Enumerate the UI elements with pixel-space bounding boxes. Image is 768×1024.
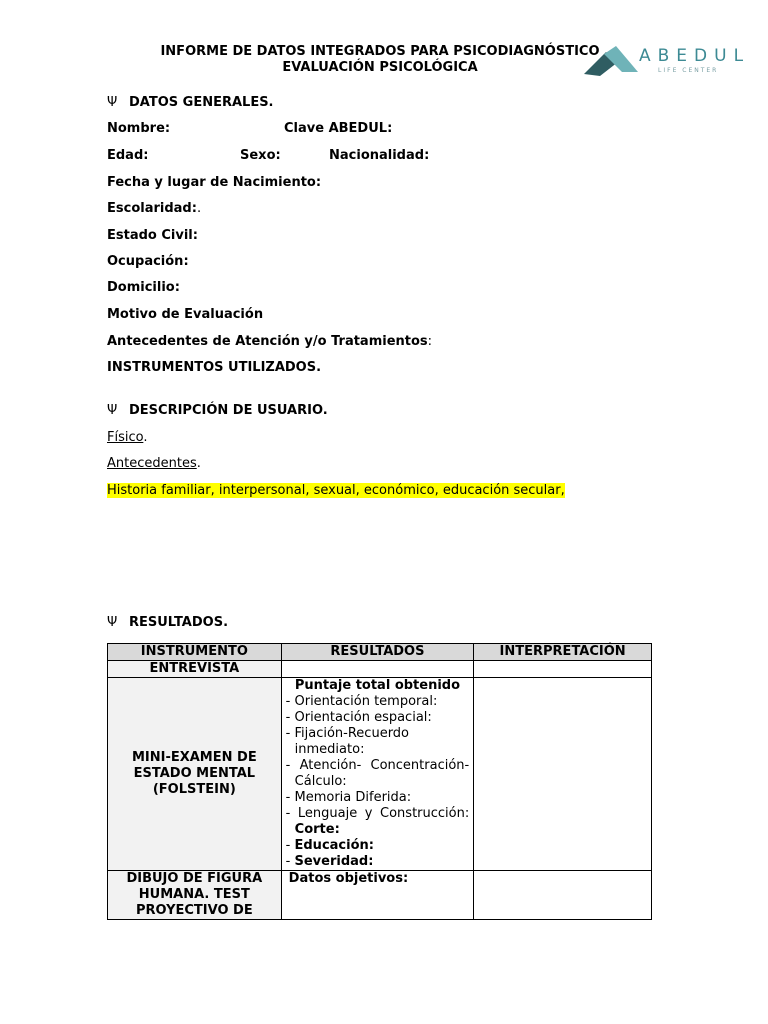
field-estado-civil: Estado Civil: [107, 228, 198, 243]
antecedentes-suffix: . [196, 456, 201, 471]
list-item: - Lenguaje y Construcción: [285, 806, 470, 821]
severidad-label: Severidad: [294, 854, 374, 869]
section-title: DESCRIPCIÓN DE USUARIO. [129, 403, 328, 418]
cell-instrumento-folstein: MINI-EXAMEN DE ESTADO MENTAL (FOLSTEIN) [108, 678, 282, 871]
logo-brand: ABEDUL [639, 46, 751, 66]
section-title: DATOS GENERALES. [129, 95, 274, 110]
table-row [108, 871, 652, 920]
cell-interpretacion-entrevista[interactable] [474, 661, 652, 678]
cell-resultados-folstein[interactable] [281, 678, 474, 871]
header-instrumento: INSTRUMENTO [108, 644, 282, 661]
abedul-logo [582, 44, 751, 84]
table-header-row [108, 644, 652, 661]
psi-icon: Ψ [107, 615, 118, 630]
section-title: RESULTADOS. [129, 615, 229, 630]
list-item: - Orientación temporal: [285, 694, 438, 709]
fisico-label: Físico [107, 430, 144, 445]
list-item: - Orientación espacial: [285, 710, 432, 725]
field-fecha-lugar: Fecha y lugar de Nacimiento: [107, 175, 322, 190]
puntaje-label: Puntaje total obtenido [294, 678, 461, 693]
list-item: - Fijación-Recuerdo inmediato: [285, 726, 410, 757]
datos-objetivos-label: Datos objetivos: [288, 871, 409, 886]
fisico-line [107, 430, 148, 446]
dash: - [285, 838, 295, 853]
cell-resultados-dfh[interactable] [281, 871, 474, 920]
cell-instrumento-entrevista: ENTREVISTA [108, 661, 282, 678]
logo-subtitle: LIFE CENTER [658, 67, 719, 74]
cell-resultados-entrevista[interactable] [281, 661, 474, 678]
field-clave: Clave ABEDUL: [284, 121, 393, 136]
antecedentes-colon: : [427, 334, 433, 349]
field-escolaridad [107, 201, 201, 217]
psi-icon: Ψ [107, 403, 118, 418]
field-instrumentos: INSTRUMENTOS UTILIZADOS. [107, 360, 322, 375]
dash: - [285, 854, 295, 869]
section-resultados [107, 615, 228, 631]
escolaridad-suffix: . [196, 201, 202, 216]
table-row [108, 661, 652, 678]
folstein-items [286, 694, 470, 822]
list-item: - Atención- Concentración- Cálculo: [285, 758, 470, 789]
antecedentes-line [107, 456, 201, 472]
field-antecedentes-atencion [107, 334, 432, 350]
cell-interpretacion-folstein[interactable] [474, 678, 652, 871]
results-table [107, 643, 652, 920]
historia-highlight: Historia familiar, interpersonal, sexual, económico, educación secular, [107, 483, 565, 498]
antecedentes-label: Antecedentes [107, 456, 197, 471]
header-interpretacion: INTERPRETACIÓN [474, 644, 652, 661]
field-edad: Edad: [107, 148, 149, 163]
title-line-1: INFORME DE DATOS INTEGRADOS PARA PSICODIAGNÓSTICO [160, 44, 600, 59]
section-descripcion [107, 403, 328, 419]
field-nombre: Nombre: [107, 121, 171, 136]
field-sexo: Sexo: [240, 148, 281, 163]
field-nacionalidad: Nacionalidad: [329, 148, 430, 163]
cell-interpretacion-dfh[interactable] [474, 871, 652, 920]
document-title [150, 44, 610, 76]
logo-mark-icon [582, 44, 640, 80]
title-line-2: EVALUACIÓN PSICOLÓGICA [282, 60, 478, 75]
cell-instrumento-dfh: DIBUJO DE FIGURA HUMANA. TEST PROYECTIVO DE [108, 871, 282, 920]
educacion-line [286, 838, 470, 854]
escolaridad-label: Escolaridad: [107, 201, 197, 216]
section-datos-generales [107, 95, 274, 111]
field-domicilio: Domicilio: [107, 280, 180, 295]
corte-label: Corte: [294, 822, 340, 837]
fisico-suffix: . [143, 430, 148, 445]
table-row [108, 678, 652, 871]
list-item: - Memoria Diferida: [285, 790, 412, 805]
psi-icon: Ψ [107, 95, 118, 110]
field-motivo: Motivo de Evaluación [107, 307, 264, 322]
educacion-label: Educación: [294, 838, 374, 853]
field-ocupacion: Ocupación: [107, 254, 189, 269]
header-resultados: RESULTADOS [281, 644, 474, 661]
historia-line [107, 483, 565, 499]
severidad-line [286, 854, 470, 870]
antecedentes-atencion-label: Antecedentes de Atención y/o Tratamientos [107, 334, 428, 349]
